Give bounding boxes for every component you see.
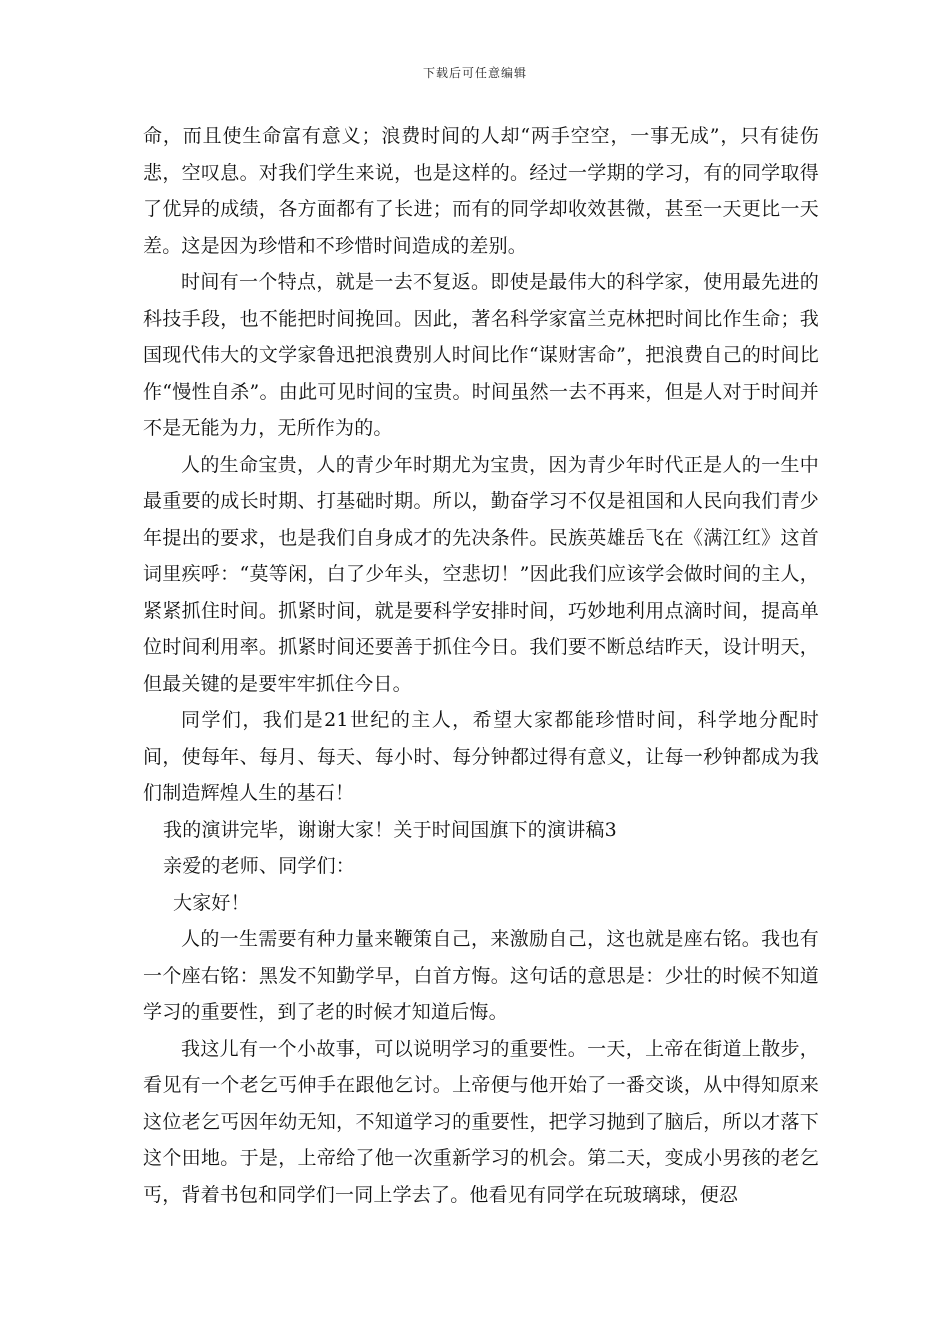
paragraph-2: 时间有一个特点，就是一去不复返。即使是最伟大的科学家，使用最先进的科技手段，也不能把时间挽回。因此，著名科学家富兰克林把时间比作生命；我国现代伟大的文学家鲁迅把浪费别人时间比作“谋财害命”，把浪费自己的时间比作“慢性自杀”。由此可见时间的宝贵。时间虽然一去不再来，但是人对于时间并不是无能为力，无所作为的。 — [143, 271, 819, 439]
paragraph-6: 我这儿有一个小故事，可以说明学习的重要性。一天，上帝在街道上散步，看见有一个老乞丐伸手在跟他乞讨。上帝便与他开始了一番交谈，从中得知原来这位老乞丐因年幼无知，不知道学习的重要性，把学习抛到了脑后，所以才落下这个田地。于是，上帝给了他一次重新学习的机会。第二天，变成小男孩的老乞丐，背着书包和同学们一同上学去了。他看见有同学在玩玻璃球，便忍 — [143, 1037, 819, 1206]
greeting-line: 大家好！ — [173, 891, 250, 914]
document-body — [143, 118, 819, 1213]
speech-closing-line: 我的演讲完毕，谢谢大家！关于时间国旗下的演讲稿3 — [163, 818, 617, 841]
salutation-line: 亲爱的老师、同学们： — [163, 855, 356, 877]
paragraph-1: 命，而且使生命富有意义；浪费时间的人却“两手空空，一事无成”，只有徒伤悲，空叹息。对我们学生来说，也是这样的。经过一学期的学习，有的同学取得了优异的成绩，各方面都有了长进；而有的同学却收效甚微，甚至一天更比一天差。这是因为珍惜和不珍惜时间造成的差别。 — [143, 125, 819, 257]
paragraph-3: 人的生命宝贵，人的青少年时期尤为宝贵，因为青少年时代正是人的一生中最重要的成长时期、打基础时期。所以，勤奋学习不仅是祖国和人民向我们青少年提出的要求，也是我们自身成才的先决条件。民族英雄岳飞在《满江红》这首词里疾呼：“莫等闲，白了少年头，空悲切！”因此我们应该学会做时间的主人，紧紧抓住时间。抓紧时间，就是要科学安排时间，巧妙地利用点滴时间，提高单位时间利用率。抓紧时间还要善于抓住今日。我们要不断总结昨天，设计明天，但最关键的是要牢牢抓住今日。 — [143, 453, 819, 695]
paragraph-4: 同学们，我们是21世纪的主人，希望大家都能珍惜时间，科学地分配时间，使每年、每月、每天、每小时、每分钟都过得有意义，让每一秒钟都成为我们制造辉煌人生的基石！ — [143, 709, 819, 804]
page-header: 下载后可任意编辑 — [422, 66, 527, 80]
paragraph-5: 人的一生需要有种力量来鞭策自己，来激励自己，这也就是座右铭。我也有一个座右铭：黑发不知勤学早，白首方悔。这句话的意思是：少壮的时候不知道学习的重要性，到了老的时候才知道后悔。 — [143, 928, 819, 1023]
